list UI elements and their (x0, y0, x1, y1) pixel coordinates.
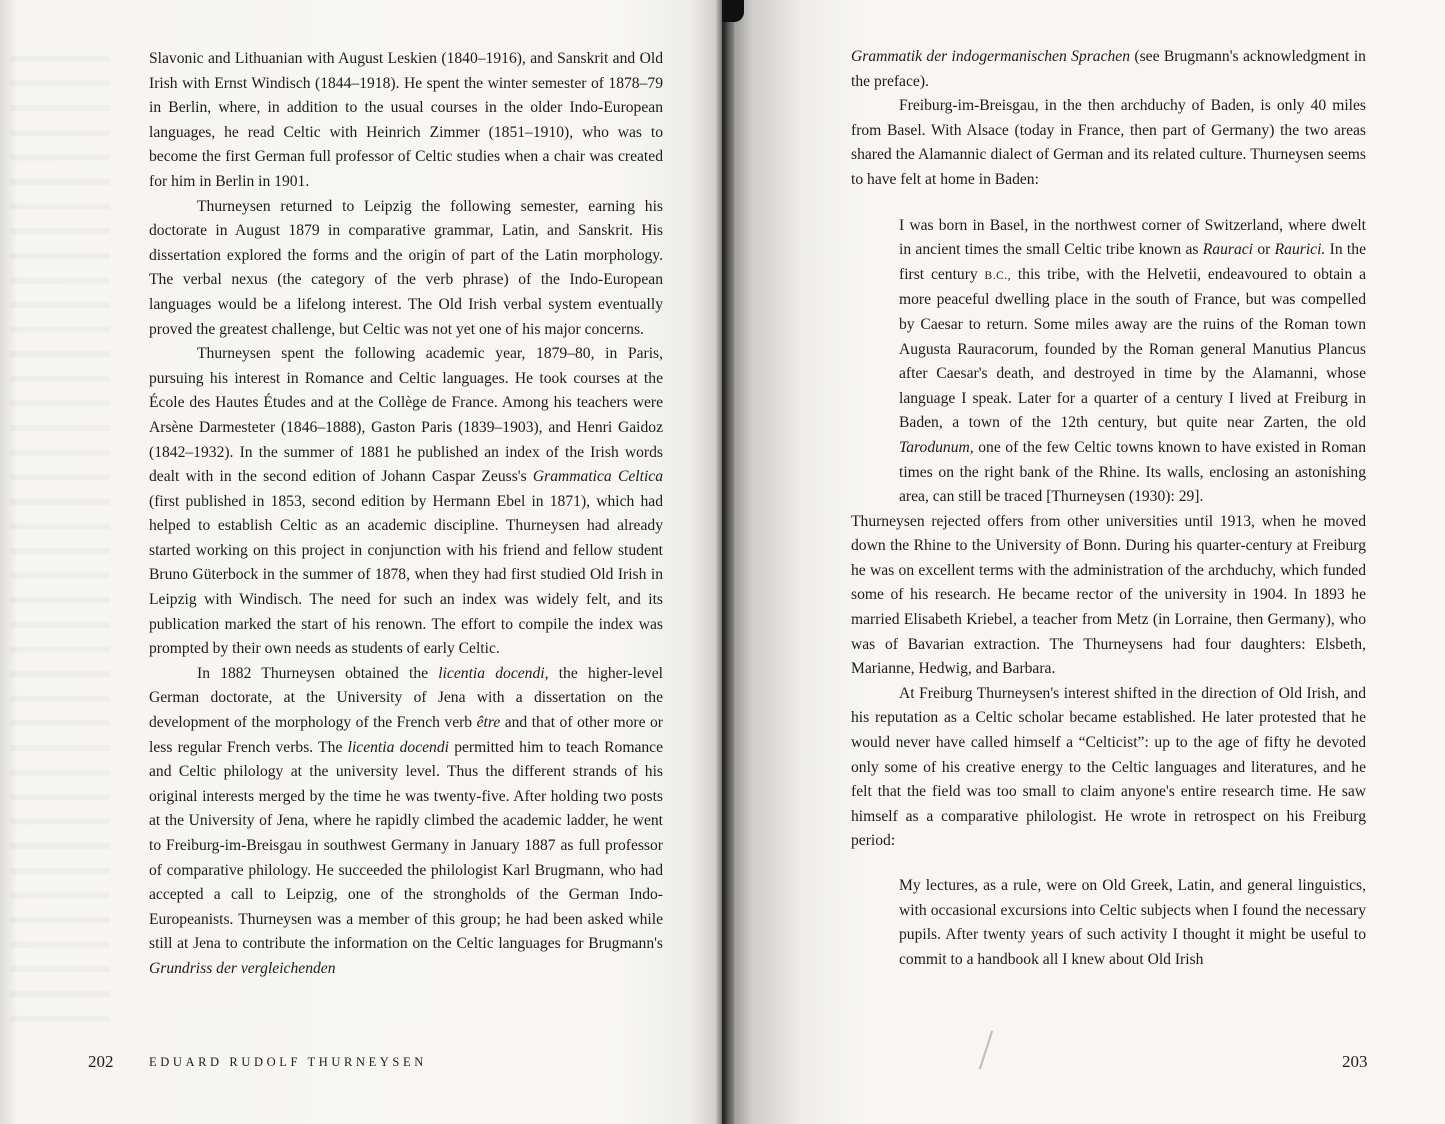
paragraph: At Freiburg Thurneysen's interest shifted in the direction of Old Irish, and his reputation as a Celtic scholar became established. He later protested that he would never have called himself a “Celticist”: up to the age of fifty he devoted only some of his creative energy to the Celtic languages and literatures, and he felt that the field was too small to claim anyone's entire research time. He saw himself as a comparative philologist. He wrote in retrospect on his Freiburg period: (851, 684, 1366, 850)
paragraph: Thurneysen rejected offers from other universities until 1913, when he moved down the Rhine to the University of Bonn. During his quarter-century at Freiburg he was on excellent terms with the administration of the archduchy, which funded some of his research. He became rector of the university in 1904. In 1893 he married Elisabeth Kriebel, a teacher from Metz (in Lorraine, then Germany), who was of Bavarian extraction. The Thurneysens had four daughters: Elsbeth, Marianne, Hedwig, and Barbara. (851, 512, 1366, 678)
paragraph: Grammatik der indogermanischen Sprachen (see Brugmann's acknowledgment in the preface). (851, 48, 1366, 90)
block-quote: I was born in Basel, in the northwest corner of Switzerland, where dwelt in ancient times the small Celtic tribe known as Rauraci or Raurici. In the first century B.C., this tribe, with the Helvetii, endeavoured to obtain a more peaceful dwelling place in the south of France, but was compelled by Caesar to return. Some miles away are the ruins of the Roman town Augusta Rauracorum, founded by the Roman general Manutius Plancus after Caesar's death, and destroyed in time by the Alamanni, whose language I speak. Later for a quarter of a century I lived at Freiburg in Baden, a town of the 12th century, but quite near Zarten, the old Tarodunum, one of the few Celtic towns known to have existed in Roman times on the right bank of the Rhine. Its walls, enclosing an astonishing area, can still be traced [Thurneysen (1930): 29]. (899, 216, 1366, 506)
page-number: 203 (1342, 1052, 1368, 1071)
paragraph: Thurneysen returned to Leipzig the following semester, earning his doctorate in August 1879 in comparative grammar, Latin, and Sanskrit. His dissertation explored the forms and the origin of part of the Latin morphology. The verbal nexus (the category of the verb phrase) of the Indo-European languages would be a lifelong interest. The Old Irish verbal system eventually proved the greatest challenge, but Celtic was not yet one of his major concerns. (149, 197, 663, 338)
book-title: Grammatica Celtica (532, 468, 663, 486)
tribe-name: Rauraci (1202, 241, 1254, 259)
spine-binding (722, 0, 744, 22)
book-spine (716, 0, 734, 1124)
paragraph: Freiburg-im-Breisgau, in the then archduchy of Baden, is only 40 miles from Basel. With Alsace (today in France, then part of Germany) the two areas shared the Alamannic dialect of German and its related culture. Thurneysen seems to have felt at home in Baden: (851, 97, 1366, 188)
french-term: être (476, 714, 501, 732)
place-name: Tarodunum, (899, 438, 974, 456)
paragraph: Slavonic and Lithuanian with August Leskien (1840–1916), and Sanskrit and Old Irish with Ernst Windisch (1844–1918). He spent the winter semester of 1878–79 in Berlin, where, in addition to the usual courses in the older Indo-European languages, he read Celtic with Heinrich Zimmer (1851–1910), who was to become the first German full professor of Celtic studies when a chair was created for him in Berlin in 1901. (149, 50, 663, 190)
show-through-text (10, 40, 110, 1040)
left-page-body (149, 47, 663, 982)
right-page-body (851, 45, 1366, 972)
running-head: EDUARD RUDOLF THURNEYSEN (149, 1055, 427, 1069)
book-title: Grammatik der indogermanischen Sprachen (851, 48, 1131, 65)
tribe-name: Raurici. (1274, 241, 1326, 259)
paragraph: Thurneysen spent the following academic year, 1879–80, in Paris, pursuing his interest in Romance and Celtic languages. He took courses at the École des Hautes Études and at the Collège de France. Among his teachers were Arsène Darmesteter (1846–1888), Gaston Paris (1839–1903), and Henri Gaidoz (1842–1932). In the summer of 1881 he published an index of the Irish words dealt with in the second edition of Johann Caspar Zeuss's Grammatica Celtica (first published in 1853, second edition by Hermann Ebel in 1871), which had helped to establish Celtic as an academic discipline. Thurneysen had already started working on this project in conjunction with his friend and fellow student Bruno Güterbock in the summer of 1878, when they had first studied Old Irish in Leipzig with Windisch. The need for such an index was widely felt, and its publication marked the start of his renown. The effort to compile the index was prompted by their own needs as students of early Celtic. (149, 345, 663, 658)
latin-term: licentia docendi, (438, 664, 549, 682)
right-page (722, 0, 1445, 1124)
left-page (0, 0, 722, 1124)
latin-term: licentia docendi (347, 738, 449, 756)
paragraph: In 1882 Thurneysen obtained the licentia docendi, the higher-level German doctorate, at the University of Jena with a dissertation on the development of the morphology of the French verb être and that of other more or less regular French verbs. The licentia docendi permitted him to teach Romance and Celtic philology at the university level. Thus the different strands of his original interests merged by the time he was twenty-five. After holding two posts at the University of Jena, where he rapidly climbed the academic ladder, he went to Freiburg-im-Breisgau in southwest Germany in January 1887 as full professor of comparative philology. He succeeded the philologist Karl Brugmann, who had accepted a call to Leipzig, one of the strongholds of the German Indo-Europeanists. Thurneysen was a member of this group; he had been asked while still at Jena to contribute the information on the Celtic languages for Brugmann's Grundriss der vergleichenden (149, 664, 664, 977)
book-title: Grundriss der vergleichenden (149, 959, 336, 977)
era-abbreviation: B.C., (984, 269, 1011, 282)
page-number: 202 (88, 1052, 114, 1071)
block-quote: My lectures, as a rule, were on Old Greek, Latin, and general linguistics, with occasional excursions into Celtic subjects when I found the necessary pupils. After twenty years of such activity I thought it might be useful to commit to a handbook all I knew about Old Irish (899, 877, 1366, 968)
